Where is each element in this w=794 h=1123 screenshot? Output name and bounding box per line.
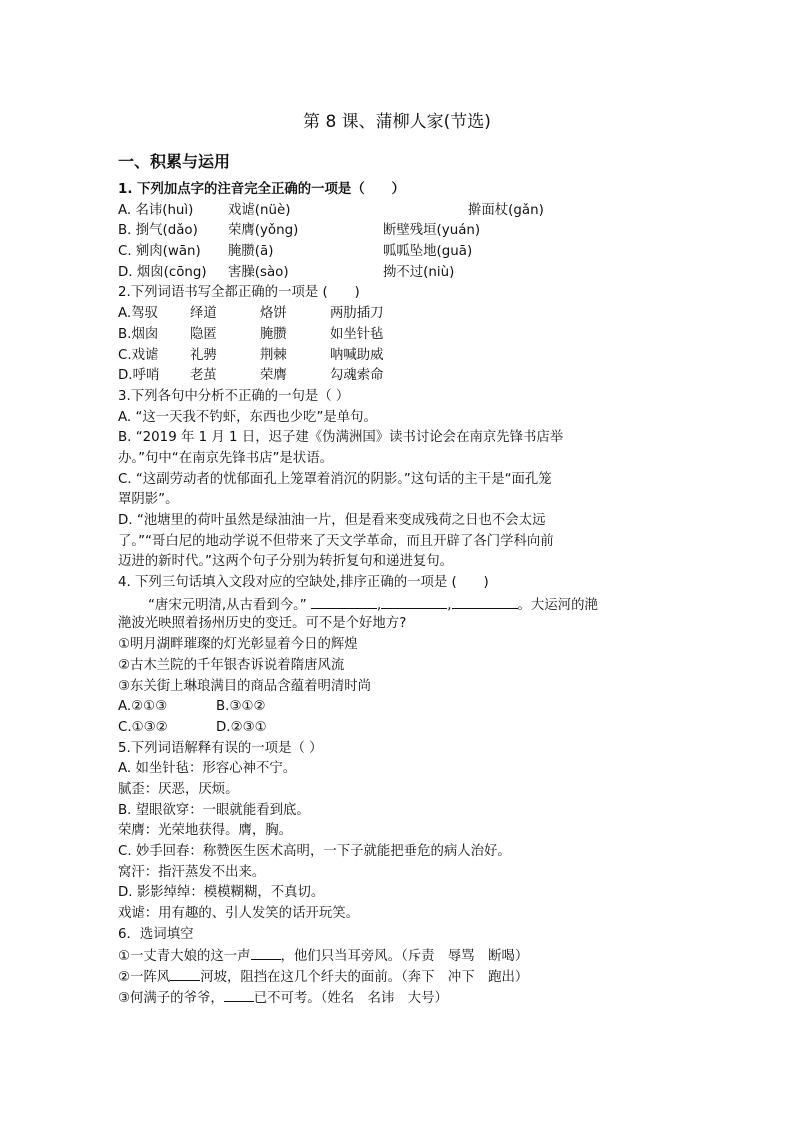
question-6-item-1: ①一丈青大娘的这一声 ，他们只当耳旁风。（斥责 辱骂 断喝） — [118, 945, 678, 966]
answer-blank[interactable] — [311, 594, 377, 609]
answer-blank[interactable] — [170, 966, 200, 981]
question-6-item-3: ③何满子的爷爷， 已不可考。（姓名 名讳 大号） — [118, 987, 678, 1008]
question-4-sentence-2: ②古木兰院的千年银杏诉说着隋唐风流 — [118, 657, 345, 673]
question-5-option-c-line1: C. 妙手回春：称赞医生医术高明，一下子就能把垂危的病人治好。 — [118, 844, 511, 859]
question-6-stem: 6．选词填空 — [118, 926, 194, 942]
question-3-option-a: A. “这一天我不钓虾，东西也少吃”是单句。 — [118, 409, 377, 425]
question-4-sentence-3: ③东关街上琳琅满目的商品含蕴着明清时尚 — [118, 678, 372, 694]
question-4-sentence-1: ①明月湖畔璀璨的灯光彰显着今日的辉煌 — [118, 637, 358, 653]
question-4-stem: 4. 下列三句话填入文段对应的空缺处,排序正确的一项是 ( ) — [118, 575, 489, 591]
question-2-option-a: A.驾驭 绎道 烙饼 两肋插刀 — [118, 306, 384, 322]
question-4-options-cd: C.①③② D.②③① — [118, 719, 267, 735]
answer-blank[interactable] — [224, 987, 254, 1002]
question-6-item-2: ②一阵风 河坡，阻挡在这几个纤夫的面前。（奔下 冲下 跑出） — [118, 966, 678, 987]
question-1-option-a: A. 名讳(huì) 戏谑(nüè) 擀面杖(gǎn) — [118, 202, 544, 218]
question-4-passage-line2: 滟波光映照着扬州历史的变迁。可不是个好地方? — [118, 616, 407, 632]
question-5-option-c-line2: 窝汗：指汗蒸发不出来。 — [118, 864, 266, 880]
question-5-option-a-line2: 腻歪：厌恶，厌烦。 — [118, 781, 239, 797]
question-2-option-d: D.呼哨 老茧 荣膺 勾魂索命 — [118, 368, 384, 384]
question-2-stem: 2.下列词语书写全都正确的一项是 ( ) — [118, 285, 360, 301]
question-1-option-b: B. 捯气(dǎo) 荣膺(yǒng) 断壁残垣(yuán) — [118, 223, 481, 239]
question-3-option-c-line2: 罩阴影”。 — [118, 492, 179, 508]
question-5-option-b-line2: 荣膺：光荣地获得。膺，胸。 — [118, 823, 293, 839]
question-5-stem: 5.下列词语解释有误的一项是（ ） — [118, 740, 323, 756]
question-5-option-d-line1: D. 影影绰绰：模模糊糊，不真切。 — [118, 885, 325, 901]
question-3-option-b-line1: B. “2019 年 1 月 1 日，迟子建《伪满洲国》读书讨论会在南京先锋书店举 — [118, 430, 564, 446]
question-3-option-d-line1: D. “池塘里的荷叶虽然是绿油油一片，但是看来变成残荷之日也不会太远 — [118, 513, 546, 528]
question-1-option-d: D. 烟囱(cōng) 害臊(sào) 拗不过(niù) — [118, 264, 455, 280]
answer-blank[interactable] — [452, 594, 518, 609]
question-3-stem: 3.下列各句中分析不正确的一句是（ ） — [118, 388, 350, 404]
question-3-option-c-line1: C. “这副劳动者的忧郁面孔上笼罩着消沉的阴影。”这句话的主干是“面孔笼 — [118, 471, 552, 487]
question-1-option-c: C. 剜肉(wān) 腌臜(ā) 呱呱坠地(guā) — [118, 244, 473, 260]
answer-blank[interactable] — [251, 945, 281, 960]
question-1-stem: 1. 下列加点字的注音完全正确的一项是（ ） — [118, 182, 405, 197]
question-5-option-a-line1: A. 如坐针毡：形容心神不宁。 — [118, 761, 297, 777]
question-3-option-b-line2: 办。”句中“在南京先锋书店”是状语。 — [118, 450, 333, 466]
page-title: 第 8 课、蒲柳人家(节选) — [303, 112, 491, 132]
question-4-passage-line1: “唐宋元明清,从古看到今。” , , 。大运河的滟 — [118, 594, 678, 615]
answer-blank[interactable] — [381, 594, 447, 609]
question-5-option-b-line1: B. 望眼欲穿：一眼就能看到底。 — [118, 802, 310, 818]
question-2-option-b: B.烟囱 隐匿 腌臜 如坐针毡 — [118, 326, 384, 342]
question-3-option-d-line2: 了。”“哥白尼的地动学说不但带来了天文学革命，而且开辟了各门学科向前 — [118, 533, 554, 549]
question-3-option-d-line3: 迈进的新时代。”这两个句子分别为转折复句和递进复句。 — [118, 554, 454, 570]
document-body — [118, 180, 678, 1008]
question-4-options-ab: A.②①③ B.③①② — [118, 699, 266, 715]
question-2-option-c: C.戏谑 礼骋 荆棘 呐喊助威 — [118, 347, 384, 363]
question-5-option-d-line2: 戏谑：用有趣的、引人发笑的话开玩笑。 — [118, 906, 360, 922]
section-heading: 一、积累与运用 — [118, 152, 231, 171]
